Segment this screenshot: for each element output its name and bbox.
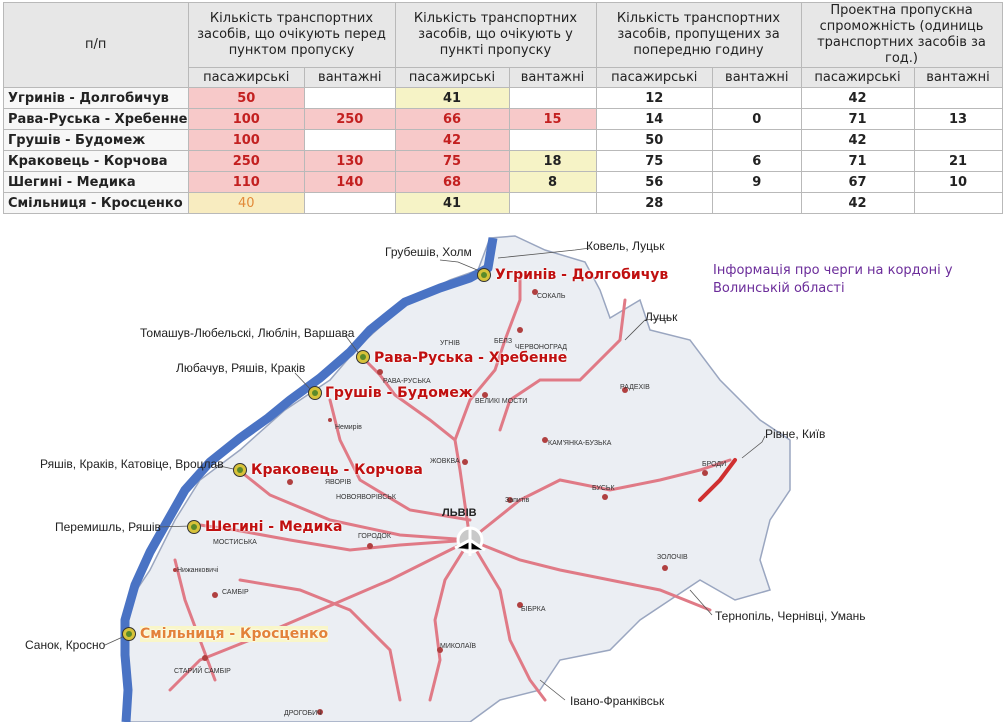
city-rava: РАВА-РУСЬКА xyxy=(383,378,431,385)
city-chervonohrad: ЧЕРВОНОГРАД xyxy=(515,344,568,351)
cell: 10 xyxy=(914,172,1002,193)
cell: 56 xyxy=(596,172,713,193)
city-zhovkva: ЖОВКВА xyxy=(430,458,460,465)
row-name: Смільниця - Кросценко xyxy=(4,193,189,214)
cell: 42 xyxy=(395,130,509,151)
label-ternopil: Тернопіль, Чернівці, Умань xyxy=(715,609,866,623)
city-busk: БУСЬК xyxy=(592,485,615,492)
cell: 140 xyxy=(305,172,395,193)
cell: 14 xyxy=(596,109,713,130)
label-tomashuv: Томашув-Любельскі, Люблін, Варшава xyxy=(140,326,355,340)
city-sambir: САМБІР xyxy=(222,589,249,596)
city-brody: БРОДИ xyxy=(702,461,727,468)
city-bibrka: БІБРКА xyxy=(521,606,546,613)
cell: 130 xyxy=(305,151,395,172)
border-point-icon[interactable] xyxy=(477,268,491,282)
city-uhniv: УГНІВ xyxy=(440,340,460,347)
sub-passenger: пасажирські xyxy=(596,68,713,88)
border-point-grushiv[interactable]: Грушів - Будомеж xyxy=(325,385,473,401)
city-zolochiv: ЗОЛОЧІВ xyxy=(657,554,688,561)
border-point-icon[interactable] xyxy=(356,350,370,364)
cell: 6 xyxy=(713,151,801,172)
city-nemyriv: Немирів xyxy=(335,424,362,431)
border-point-uhryniv[interactable]: Угринів - Долгобичув xyxy=(495,267,669,283)
cell: 8 xyxy=(509,172,596,193)
border-point-smilnytsia[interactable]: Смільниця - Кросценко xyxy=(140,626,329,642)
border-point-krakovets[interactable]: Краковець - Корчова xyxy=(251,462,423,478)
city-zapytiv: Запитів xyxy=(505,497,530,504)
cell: 71 xyxy=(801,109,914,130)
volyn-queue-info-link[interactable]: Інформація про черги на кордоні у Волинській області xyxy=(713,263,953,296)
city-mykolaiv: МИКОЛАЇВ xyxy=(440,643,477,650)
header-pp: п/п xyxy=(4,3,189,88)
cell: 42 xyxy=(801,193,914,214)
sub-passenger: пасажирські xyxy=(395,68,509,88)
row-name: Шегині - Медика xyxy=(4,172,189,193)
border-point-icon[interactable] xyxy=(122,627,136,641)
sub-cargo: вантажні xyxy=(713,68,801,88)
city-belz: БЕЛЗ xyxy=(494,338,513,345)
cell: 250 xyxy=(305,109,395,130)
cell: 250 xyxy=(188,151,305,172)
city-novoiavorivsk: НОВОЯВОРІВСЬК xyxy=(336,494,396,501)
cell: 13 xyxy=(914,109,1002,130)
cell: 41 xyxy=(395,88,509,109)
cell: 67 xyxy=(801,172,914,193)
city-sokal: СОКАЛЬ xyxy=(537,293,566,300)
cell: 68 xyxy=(395,172,509,193)
row-name: Краковець - Корчова xyxy=(4,151,189,172)
sub-cargo: вантажні xyxy=(305,68,395,88)
row-name: Грушів - Будомеж xyxy=(4,130,189,151)
cell: 71 xyxy=(801,151,914,172)
cell: 42 xyxy=(801,130,914,151)
city-stary-sambir: СТАРИЙ САМБІР xyxy=(174,668,231,675)
cell: 28 xyxy=(596,193,713,214)
cell: 50 xyxy=(188,88,305,109)
border-point-shehyni[interactable]: Шегині - Медика xyxy=(205,519,343,535)
city-velyki-mosty: ВЕЛИКІ МОСТИ xyxy=(475,398,528,405)
sub-cargo: вантажні xyxy=(914,68,1002,88)
city-nyzhankovychi: Нижанковичі xyxy=(177,567,219,574)
cell: 12 xyxy=(596,88,713,109)
label-kovel: Ковель, Луцьк xyxy=(586,239,665,253)
border-point-icon[interactable] xyxy=(308,386,322,400)
label-peremyshl: Перемишль, Ряшів xyxy=(55,520,161,534)
city-radekhiv: РАДЕХІВ xyxy=(620,384,650,391)
sub-passenger: пасажирські xyxy=(801,68,914,88)
row-name: Угринів - Долгобичув xyxy=(4,88,189,109)
sub-cargo: вантажні xyxy=(509,68,596,88)
header-waiting-inside: Кількість транспортних засобів, що очікують у пункті пропуску xyxy=(395,3,596,68)
cell: 66 xyxy=(395,109,509,130)
cell: 75 xyxy=(596,151,713,172)
cell: 75 xyxy=(395,151,509,172)
cell: 9 xyxy=(713,172,801,193)
sub-passenger: пасажирські xyxy=(188,68,305,88)
row-name: Рава-Руська - Хребенне xyxy=(4,109,189,130)
border-point-rava[interactable]: Рава-Руська - Хребенне xyxy=(374,350,568,366)
label-rivne: Рівне, Київ xyxy=(765,427,826,441)
cell: 18 xyxy=(509,151,596,172)
label-hrubeshiv: Грубешів, Холм xyxy=(385,245,472,259)
city-drohobych: ДРОГОБИЧ xyxy=(284,710,322,717)
cell: 110 xyxy=(188,172,305,193)
cell: 42 xyxy=(801,88,914,109)
cell: 100 xyxy=(188,130,305,151)
header-capacity: Проектна пропускна спроможність (одиниць транспортних засобів за год.) xyxy=(801,3,1002,68)
cell: 41 xyxy=(395,193,509,214)
label-lutsk: Луцьк xyxy=(645,310,678,324)
label-lyubachuv: Любачув, Ряшів, Краків xyxy=(176,361,306,375)
cell: 15 xyxy=(509,109,596,130)
label-ryashiv: Ряшів, Краків, Катовіце, Вроцлав xyxy=(40,457,224,471)
city-mostyska: МОСТИСЬКА xyxy=(213,539,257,546)
header-passed-last-hour: Кількість транспортних засобів, пропущених за попередню годину xyxy=(596,3,801,68)
city-kamianka: КАМ'ЯНКА-БУЗЬКА xyxy=(548,440,612,447)
label-sanok: Санок, Кросно xyxy=(25,638,106,652)
label-ivano: Івано-Франківськ xyxy=(570,694,665,708)
cell: 21 xyxy=(914,151,1002,172)
header-waiting-before: Кількість транспортних засобів, що очікують перед пунктом пропуску xyxy=(188,3,395,68)
city-yavoriv: ЯВОРІВ xyxy=(325,479,352,486)
cell: 50 xyxy=(596,130,713,151)
city-lviv: ЛЬВІВ xyxy=(442,507,477,519)
cell: 0 xyxy=(713,109,801,130)
border-point-icon[interactable] xyxy=(187,520,201,534)
cell: 100 xyxy=(188,109,305,130)
cell: 40 xyxy=(188,193,305,214)
border-point-icon[interactable] xyxy=(233,463,247,477)
city-horodok: ГОРОДОК xyxy=(358,533,391,540)
